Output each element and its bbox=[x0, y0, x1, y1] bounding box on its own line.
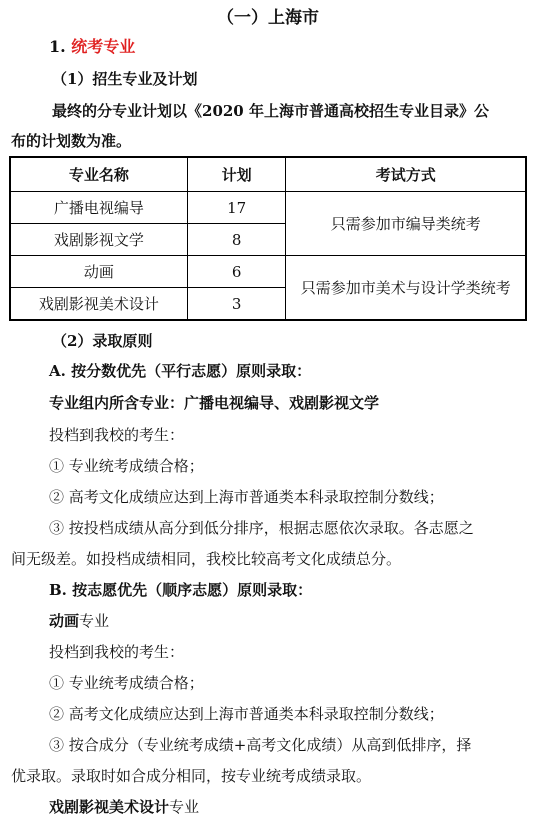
header-exam: 考试方式 bbox=[286, 157, 526, 192]
subsection-heading-principle: （2）录取原则 bbox=[52, 332, 153, 350]
cell-exam: 只需参加市美术与设计学类统考 bbox=[286, 256, 526, 321]
table-row bbox=[10, 256, 526, 288]
cell-plan: 17 bbox=[187, 192, 286, 224]
rule-a-item-3-line-1: ③ 按投档成绩从高分到低分排序，根据志愿依次录取。各志愿之 bbox=[49, 519, 474, 537]
enrollment-plan-table bbox=[9, 156, 527, 321]
cell-exam: 只需参加市编导类统考 bbox=[286, 192, 526, 256]
rule-b-item-3-line-2: 优录取。录取时如合成分相同，按专业统考成绩录取。 bbox=[11, 767, 372, 785]
cell-plan: 3 bbox=[187, 288, 286, 321]
rule-a-item-3-line-2: 间无级差。如投档成绩相同，我校比较高考文化成绩总分。 bbox=[11, 550, 402, 568]
rule-b-major-2 bbox=[49, 797, 199, 817]
rule-a-item-2: ② 高考文化成绩应达到上海市普通类本科录取控制分数线； bbox=[49, 488, 444, 506]
rule-b-heading: B. 按志愿优先（顺序志愿）原则录取： bbox=[49, 581, 313, 599]
table-header-row bbox=[10, 157, 526, 192]
cell-major: 戏剧影视美术设计 bbox=[10, 288, 187, 321]
subsection-heading-plan: （1）招生专业及计划 bbox=[52, 70, 198, 88]
rule-a-item-1: ① 专业统考成绩合格； bbox=[49, 457, 204, 475]
rule-b-major-2-name: 戏剧影视美术设计 bbox=[49, 798, 170, 816]
section-label: 统考专业 bbox=[71, 37, 136, 56]
rule-b-major-name: 动画 bbox=[49, 612, 80, 630]
rule-b-item-1: ① 专业统考成绩合格； bbox=[49, 674, 204, 692]
cell-plan: 6 bbox=[187, 256, 286, 288]
intro-line-2: 布的计划数为准。 bbox=[11, 132, 132, 150]
rule-b-item-3-line-1: ③ 按合成分（专业统考成绩+高考文化成绩）从高到低排序，择 bbox=[49, 736, 472, 754]
intro-line-1: 最终的分专业计划以《2020 年上海市普通高校招生专业目录》公 bbox=[52, 102, 489, 120]
rule-b-major-suffix: 专业 bbox=[79, 612, 110, 630]
section-heading bbox=[49, 37, 135, 57]
rule-b-item-2: ② 高考文化成绩应达到上海市普通类本科录取控制分数线； bbox=[49, 705, 444, 723]
section-number: 1. bbox=[49, 37, 66, 56]
table-row bbox=[10, 192, 526, 224]
page-title: （一）上海市 bbox=[217, 8, 319, 28]
header-plan: 计划 bbox=[187, 157, 286, 192]
cell-major: 动画 bbox=[10, 256, 187, 288]
header-major: 专业名称 bbox=[10, 157, 187, 192]
rule-a-group: 专业组内所含专业：广播电视编导、戏剧影视文学 bbox=[49, 394, 380, 412]
cell-plan: 8 bbox=[187, 224, 286, 256]
cell-major: 广播电视编导 bbox=[10, 192, 187, 224]
rule-a-lead: 投档到我校的考生： bbox=[49, 426, 185, 444]
rule-b-lead: 投档到我校的考生： bbox=[49, 643, 185, 661]
rule-b-major bbox=[49, 611, 109, 631]
rule-a-heading: A. 按分数优先（平行志愿）原则录取： bbox=[49, 362, 312, 380]
rule-b-major-2-suffix: 专业 bbox=[169, 798, 200, 816]
cell-major: 戏剧影视文学 bbox=[10, 224, 187, 256]
